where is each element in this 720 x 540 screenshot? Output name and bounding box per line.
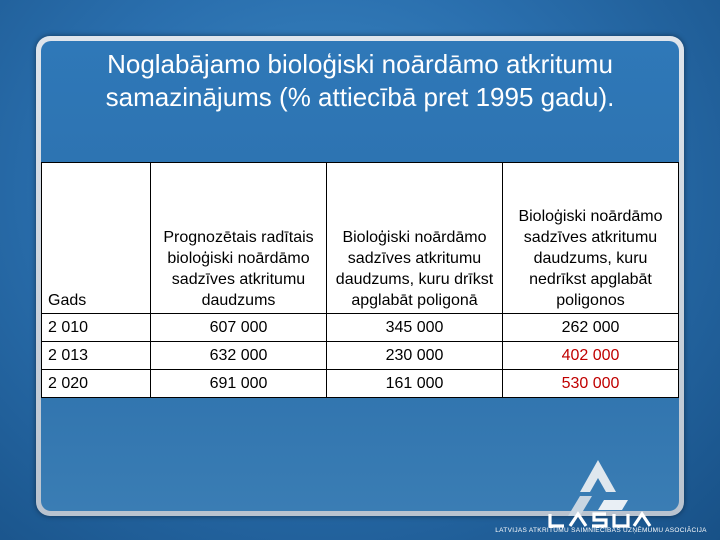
slide-title: Noglabājamo bioloģiski noārdāmo atkritumu samazinājums (% attiecībā pret 1995 gadu). [105, 49, 615, 112]
lasua-wordmark [550, 514, 650, 526]
data-table [41, 162, 679, 398]
cell-not-allowed-highlight: 402 000 [503, 342, 679, 370]
cell-year: 2 013 [42, 342, 151, 370]
table-header-row [42, 163, 679, 314]
logo-tagline: LATVIJAS ATKRITUMU SAIMNIECĪBAS UZŅĒMUMU ASOCIĀCIJA [495, 527, 707, 534]
triangle-arrows-icon [568, 460, 628, 516]
cell-forecast: 607 000 [151, 314, 327, 342]
cell-forecast: 691 000 [151, 370, 327, 398]
cell-not-allowed-highlight: 530 000 [503, 370, 679, 398]
cell-year: 2 010 [42, 314, 151, 342]
cell-allowed: 345 000 [327, 314, 503, 342]
header-forecast: Prognozētais radītais bioloģiski noārdāmo sadzīves atkritumu daudzums [151, 163, 327, 314]
cell-allowed: 161 000 [327, 370, 503, 398]
header-allowed: Bioloģiski noārdāmo sadzīves atkritumu daudzums, kuru drīkst apglabāt poligonā [327, 163, 503, 314]
cell-forecast: 632 000 [151, 342, 327, 370]
lasua-logo [520, 450, 710, 538]
header-not-allowed: Bioloģiski noārdāmo sadzīves atkritumu daudzums, kuru nedrīkst apglabāt poligonos [503, 163, 679, 314]
cell-not-allowed: 262 000 [503, 314, 679, 342]
cell-allowed: 230 000 [327, 342, 503, 370]
table-row [42, 314, 679, 342]
header-year: Gads [42, 163, 151, 314]
table-row [42, 342, 679, 370]
cell-year: 2 020 [42, 370, 151, 398]
table-row [42, 370, 679, 398]
